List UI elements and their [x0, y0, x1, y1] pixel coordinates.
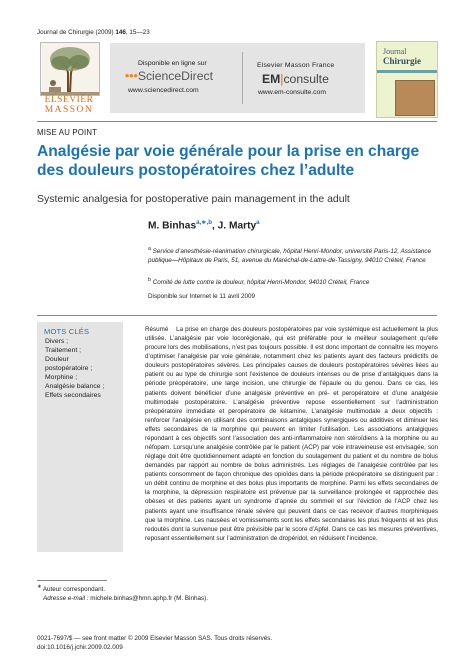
elsevier-wordmark: ELSEVIER [44, 95, 94, 105]
banner-divider [242, 52, 243, 104]
affiliation-a-text: Service d’anesthésie-réanimation chirurgicale, hôpital Henri-Mondor, université Paris-12, Assistance publique—Hôpitaux de Paris, 51, avenue du Maréchal-de-Lattre-de-Tassigny, 94010 Créteil, France [148, 248, 432, 265]
sciencedirect-brand: ScienceDirect [137, 69, 213, 83]
sciencedirect-online-label: Disponible en ligne sur [138, 60, 207, 67]
header-rule [37, 121, 437, 122]
em-consulte-logo[interactable] [262, 72, 329, 86]
article-title-fr: Analgésie par voie générale pour la prise en charge des douleurs postopératoires chez l’adulte [37, 143, 420, 179]
sciencedirect-url-link[interactable]: www.sciencedirect.com [128, 87, 199, 94]
affiliation-b-mark: b [148, 277, 151, 283]
elsevier-tree-logo [40, 42, 100, 96]
available-online-date: Disponible sur Internet le 11 avril 2009 [148, 293, 255, 300]
cover-title-line2: Chirurgie [383, 56, 421, 66]
section-label: MISE AU POINT [37, 128, 98, 137]
affiliation-a [148, 245, 448, 265]
author-2: J. Marty [217, 220, 257, 232]
footnote [37, 583, 337, 603]
em-consulte-rest: consulte [283, 72, 329, 86]
keyword-item: Analgésie balance ; [45, 383, 105, 390]
journal-cover-image [376, 41, 438, 118]
journal-citation [37, 29, 150, 36]
footnote-email-label: Adresse e-mail : [43, 595, 89, 603]
affiliation-b-text: Comité de lutte contre la douleur, hôpital Henri-Mondor, 94010 Créteil, France [152, 279, 370, 287]
doi-link[interactable]: doi:10.1016/j.jchir.2009.02.009 [37, 644, 123, 651]
keyword-item: Traitement ; [45, 347, 82, 354]
abstract-top-rule [37, 315, 437, 316]
keywords-title: MOTS CLÉS [44, 327, 90, 336]
keyword-item: Douleur [45, 356, 69, 363]
em-consulte-em: EM [262, 72, 281, 86]
author-1: M. Binhas [148, 220, 197, 232]
sciencedirect-logo[interactable] [125, 69, 213, 83]
abstract-text: La prise en charge des douleurs postopératoires par voie systémique est actuellement la plus utilisée. L’analgésie par voie locorégionale, qui est préférable pour le meilleur soulagement qu’elle procure lors des mobilisations, n’est pas toujours possible. Il est donc important de connaître les moyens d’optimiser l’analgésie par voie générale, notamment chez les patients ayant des facteurs prédictifs de douleurs postopératoires sévères. Les principales causes de douleurs postopératoires sévères liées au patient ou au type de chirurgie sont l’existence de douleurs intenses ou de prise d’antalgiques dans la période préopératoire, une large incision, une chirurgie de l’épaule ou du genou. Dans ce cas, les patients doivent bénéficier d’une analgésie préventive en pré- et peropératoire et d’une analgésie multimodale postopératoire. L’analgésie préventive repose essentiellement sur l’administration préopératoire immédiate et peropératoire de kétamine. L’analgésie multimodale a deux objectifs : renforcer l’analgésie en utilisant des combinaisons antalgiques synergiques ou additives et diminuer les effets secondaires de la morphine qui peuvent en limiter l’utilisation. Les associations antalgiques répondant à ces objectifs sont l’association des anti-inflammatoire non stéroïdiens à la morphine ou au néfopam. Lorsqu’une analgésie contrôlée par le patient (ACP) par voie intraveineuse est envisagée, son réglage doit être quotidiennement adapté en fonction du soulagement du patient et du nombre de bolus demandés par rapport au nombre de bolus administrés. Les réglages de l’analgésie contrôlée par les patients consomment de façon chronique des opioïdes dans la période préopératoire se distinguent par : un débit continu de morphine et des bolus plus importants de morphine. Parmi les effets secondaires de la morphine, la dépression respiratoire est prévenue par la surveillance prolongée et rapprochée des obèses et des patients ayant un syndrome d’apnée du sommeil et sur l’éviction de l’ACP chez les patients ayant une insuffisance rénale sévère qui peuvent dans ce cas recevoir d’autres morphiniques que la morphine. Les nausées et vomissements sont les effets secondaires les plus fréquents et les plus redoutés dont la survenue peut être prévisible par le score d’Apfel. Dans ce cas les mesures préventives, reposant essentiellement sur l’administration de dropéridol, en réduisent l’incidence. [145, 326, 438, 542]
em-consulte-bar: | [280, 72, 284, 86]
cover-stripe [377, 70, 437, 73]
article-title-en: Systemic analgesia for postoperative pain management in the adult [37, 193, 350, 205]
footnote-rule [37, 580, 107, 581]
author-separator: , [211, 220, 218, 232]
keyword-item: Morphine ; [45, 374, 78, 381]
keyword-item: postopératoire ; [45, 365, 93, 372]
keyword-item: Divers ; [45, 338, 69, 345]
abstract-label: Résumé [145, 326, 169, 333]
em-france-label: Elsevier Masson France [257, 62, 335, 69]
footnote-email-link[interactable]: michele.binhas@hmn.aphp.fr (M. Binhas). [90, 595, 208, 603]
masson-wordmark: MASSON [44, 105, 94, 115]
sciencedirect-dots-icon: ••• [125, 69, 138, 83]
cover-illustration [395, 80, 435, 116]
copyright-block [37, 634, 397, 652]
author-list [148, 219, 260, 231]
copyright-line: 0021-7697/$ — see front matter © 2009 Elsevier Masson SAS. Tous droits réservés. [37, 635, 273, 642]
citation-pages: , 15—23 [125, 29, 150, 36]
footnote-mark: ∗ [37, 584, 42, 590]
tree-illustration-icon [41, 43, 99, 95]
affiliation-a-mark: a [148, 246, 151, 252]
affiliation-b [148, 276, 448, 287]
keywords-list [45, 337, 123, 400]
em-consulte-url-link[interactable]: www.em-consulte.com [258, 89, 326, 96]
author-2-affiliation-marks[interactable]: a [256, 219, 260, 226]
cover-title-line1: Journal [383, 47, 407, 56]
abstract-body [145, 325, 438, 543]
footnote-corresponding: Auteur correspondant. [42, 586, 106, 594]
citation-volume: 146 [115, 29, 126, 36]
author-1-affiliation-marks[interactable]: a,∗,b [196, 219, 212, 226]
keyword-item: Effets secondaires [45, 392, 101, 399]
citation-journal: Journal de Chirurgie (2009) [37, 29, 114, 36]
